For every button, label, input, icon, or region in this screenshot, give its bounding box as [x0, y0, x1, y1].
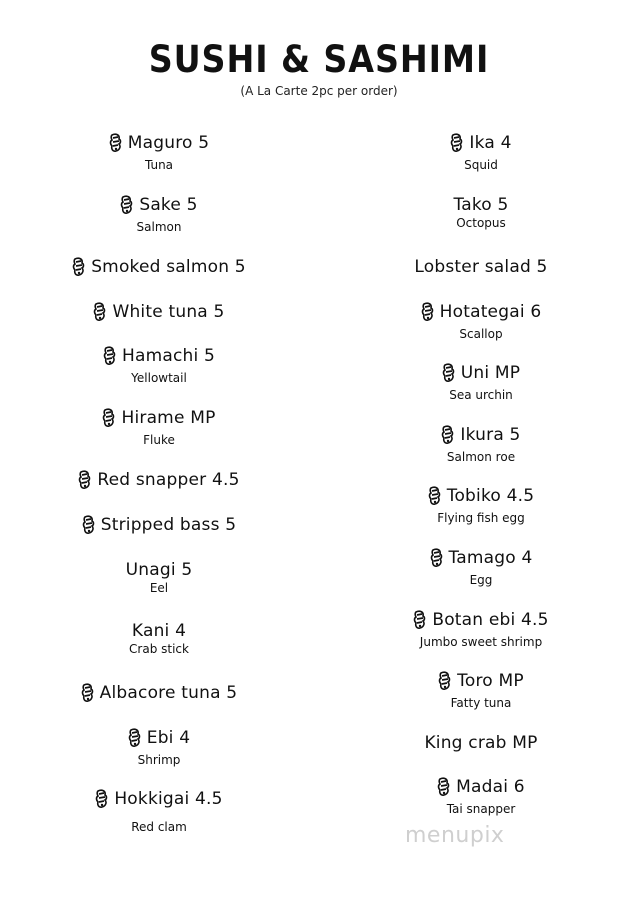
raw-fish-icon [128, 728, 142, 748]
menu-item-name: Stripped bass 5 [100, 515, 237, 535]
menu-item-name: Red snapper 4.5 [97, 470, 240, 490]
menu-item-description: Eel [149, 581, 169, 595]
menu-item-name: Ikura 5 [460, 425, 521, 445]
menu-item-name: Ika 4 [469, 133, 512, 153]
menu-item-name: Ebi 4 [146, 728, 191, 748]
menu-item-line [414, 257, 547, 277]
menu-item [340, 257, 622, 277]
watermark: menupix [405, 823, 505, 848]
raw-fish-icon [438, 671, 452, 691]
menu-item-name: Hotategai 6 [439, 302, 542, 322]
raw-fish-icon [93, 302, 107, 322]
menu-item-description: Salmon [136, 220, 182, 234]
menu-item [340, 133, 622, 172]
menu-item-name: Hirame MP [121, 408, 216, 428]
menu-item-description: Salmon roe [446, 450, 516, 464]
menu-item-line [413, 610, 548, 630]
menu-item-name: Sake 5 [139, 195, 198, 215]
menu-item-description: Fatty tuna [450, 696, 512, 710]
menu-item-line [421, 302, 542, 322]
menu-item-description: Tuna [144, 158, 174, 172]
menu-item-line [450, 133, 511, 153]
menu-item-name: Uni MP [460, 363, 521, 383]
raw-fish-icon [103, 346, 117, 366]
menu-item-name: Unagi 5 [125, 560, 193, 580]
menu-item [20, 728, 298, 767]
menu-item [20, 560, 298, 595]
menu-item-description: Yellowtail [131, 371, 187, 385]
menu-item [340, 486, 622, 525]
menu-item-name: Hokkigai 4.5 [114, 789, 223, 809]
menu-item-name: Lobster salad 5 [414, 257, 548, 277]
menu-item-description: Tai snapper [446, 802, 516, 816]
menu-item-line [438, 671, 524, 691]
page-title: SUSHI & SASHIMI [148, 38, 490, 81]
menu-item [20, 515, 298, 539]
menu-item [340, 302, 622, 341]
menu-item [340, 363, 622, 402]
menu-item-description: Octopus [456, 216, 506, 230]
menu-item [20, 346, 298, 385]
menu-item-name: Botan ebi 4.5 [432, 610, 549, 630]
raw-fish-icon [81, 683, 95, 703]
menu-item-description: Egg [469, 573, 493, 587]
menu-item [20, 621, 298, 656]
menu-item-line [102, 408, 215, 428]
menu-item-description: Crab stick [129, 642, 189, 656]
menu-item-description: Sea urchin [449, 388, 513, 402]
menu-item [20, 683, 298, 707]
menu-item-name: Madai 6 [456, 777, 525, 797]
menu-item-line [132, 621, 186, 641]
menu-item-line [126, 560, 193, 580]
menu-item [20, 133, 298, 172]
menu-item-name: Hamachi 5 [121, 346, 216, 366]
menu-item-line [78, 470, 239, 490]
menu-item [20, 789, 298, 834]
raw-fish-icon [95, 789, 109, 809]
menu-item-line [437, 777, 525, 797]
menu-item-description: Red clam [131, 820, 187, 834]
menu-item [340, 733, 622, 753]
menu-item-line [93, 302, 224, 322]
menu-item-name: Maguro 5 [127, 133, 210, 153]
menu-item [340, 777, 622, 816]
menu-item-name: White tuna 5 [112, 302, 225, 322]
menu-item-name: Tamago 4 [448, 548, 533, 568]
menu-item-line [81, 683, 238, 703]
menu-item-line [442, 363, 520, 383]
raw-fish-icon [72, 257, 86, 277]
menu-item-line [428, 486, 535, 506]
menu-item [20, 470, 298, 494]
menu-item-name: Kani 4 [131, 621, 187, 641]
menu-item-line [120, 195, 197, 215]
raw-fish-icon [120, 195, 134, 215]
menu-item [340, 195, 622, 230]
menu-item-description: Fluke [143, 433, 175, 447]
menu-item [340, 610, 622, 649]
menu-item-description: Scallop [459, 327, 503, 341]
menu-item-line [95, 789, 222, 809]
menu-item-description: Squid [464, 158, 498, 172]
menu-item [340, 671, 622, 710]
raw-fish-icon [82, 515, 96, 535]
raw-fish-icon [428, 486, 442, 506]
menu-item-line [103, 346, 215, 366]
menu-item [340, 548, 622, 587]
raw-fish-icon [78, 470, 92, 490]
menu-item-name: Albacore tuna 5 [99, 683, 238, 703]
menu-item-name: Toro MP [457, 671, 524, 691]
raw-fish-icon [413, 610, 427, 630]
page-subtitle: (A La Carte 2pc per order) [240, 84, 398, 98]
raw-fish-icon [421, 302, 435, 322]
raw-fish-icon [430, 548, 444, 568]
menu-item-description: Flying fish egg [437, 511, 525, 525]
menu-item [340, 425, 622, 464]
menu-item-description: Jumbo sweet shrimp [419, 635, 543, 649]
menu-item [20, 257, 298, 281]
menu-item-line [453, 195, 508, 215]
raw-fish-icon [437, 777, 451, 797]
menu-item-name: Smoked salmon 5 [91, 257, 246, 277]
menu-item [20, 195, 298, 234]
menu-item-line [441, 425, 520, 445]
raw-fish-icon [102, 408, 116, 428]
menu-item-name: Tako 5 [453, 195, 509, 215]
menu-item-line [128, 728, 190, 748]
raw-fish-icon [442, 363, 456, 383]
menu-item [20, 408, 298, 447]
menu-item-line [82, 515, 237, 535]
menu-item [20, 302, 298, 326]
raw-fish-icon [109, 133, 123, 153]
menu-item-name: King crab MP [424, 733, 538, 753]
raw-fish-icon [441, 425, 455, 445]
menu-item-line [109, 133, 210, 153]
menu-item-line [72, 257, 246, 277]
raw-fish-icon [450, 133, 464, 153]
menu-item-line [424, 733, 537, 753]
menu-item-line [430, 548, 533, 568]
menu-item-name: Tobiko 4.5 [446, 486, 535, 506]
menu-item-description: Shrimp [137, 753, 181, 767]
